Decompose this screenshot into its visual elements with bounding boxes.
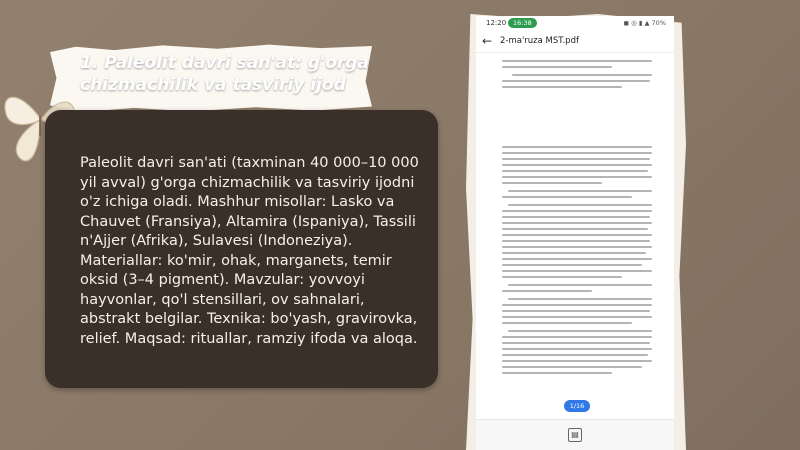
text-line: [502, 152, 652, 154]
status-time: 12:20: [486, 19, 507, 27]
text-line: [502, 354, 648, 356]
content-card-text: Paleolit davri san'ati (taxminan 40 000–10 000 yil avval) g'orga chizmachilik va tasviriy ijodni o'z ichiga oladi. Mashhur misollar: Lasko va Chauvet (Fransiya), Altamira (Ispaniya), Tassili n'Ajjer (Afrika), Sulavesi (Indoneziya). Materiallar: ko'mir, ohak, marganets, temir oksid (3–4 pigment). Mavzular: yovvoyi hayvonlar, qo'l stensillari, ov sahnalari, abstrakt belgilar. Texnika: bo'yash, gravirovka, relief. Maqsad: rituallar, ramziy ifoda va aloqa.: [80, 155, 419, 347]
text-line: [508, 330, 652, 332]
text-line: [502, 316, 652, 318]
text-line: [502, 304, 652, 306]
text-line: [502, 80, 650, 82]
text-line: [502, 310, 650, 312]
text-line: [502, 322, 632, 324]
text-line: [502, 240, 650, 242]
text-line: [502, 60, 652, 62]
text-line: [508, 284, 652, 286]
text-line: [502, 66, 612, 68]
text-line: [502, 366, 642, 368]
text-line: [502, 258, 652, 260]
text-line: [502, 146, 652, 148]
text-line: [508, 204, 652, 206]
status-bar: [476, 16, 674, 30]
text-line: [502, 228, 648, 230]
status-icons: ◼ ◎ ▮ ▲ 70%: [623, 19, 666, 27]
arrow-left-icon[interactable]: ←: [482, 34, 493, 48]
text-line: [502, 276, 622, 278]
text-line: [512, 74, 652, 76]
document-options-icon[interactable]: ▤: [568, 428, 582, 442]
text-line: [502, 164, 652, 166]
text-line: [508, 298, 652, 300]
text-line: [502, 222, 652, 224]
page-indicator: 1/16: [564, 400, 590, 412]
text-line: [502, 196, 632, 198]
text-line: [502, 234, 652, 236]
text-line: [502, 360, 652, 362]
text-line: [502, 372, 612, 374]
text-line: [508, 190, 652, 192]
text-line: [502, 270, 652, 272]
pdf-app-bar: [476, 32, 674, 53]
text-line: [502, 86, 622, 88]
text-line: [502, 176, 652, 178]
text-line: [502, 182, 602, 184]
text-line: [502, 170, 648, 172]
text-line: [502, 348, 652, 350]
text-line: [502, 342, 650, 344]
phone-screenshot: [476, 16, 674, 450]
call-indicator: 16:38: [508, 18, 537, 28]
text-line: [502, 210, 652, 212]
pdf-bottom-bar: [476, 419, 674, 450]
text-line: [502, 216, 650, 218]
text-line: [502, 264, 642, 266]
pdf-page: [488, 54, 664, 434]
text-line: [502, 290, 592, 292]
text-line: [502, 336, 652, 338]
text-line: [502, 158, 650, 160]
text-line: [502, 246, 652, 248]
text-line: [502, 252, 646, 254]
pdf-file-name: 2-ma'ruza MST.pdf: [500, 36, 579, 46]
slide-title: 1. Paleolit davri san'at: g'orga chizmachilik va tasviriy ijod: [80, 53, 369, 95]
